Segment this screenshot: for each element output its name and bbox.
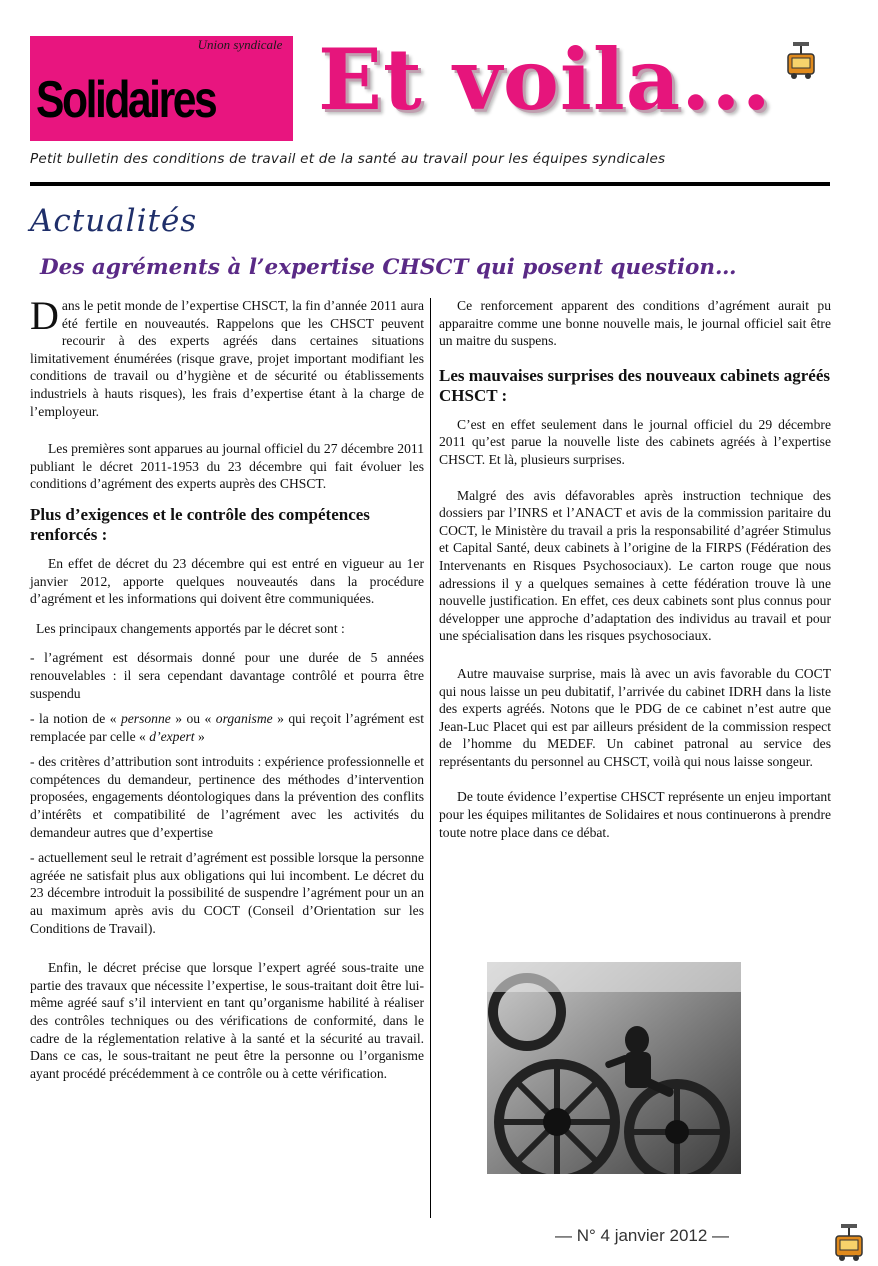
left-column <box>30 293 424 1094</box>
paragraph: Enfin, le décret précise que lorsque l’expert agréé sous-traite une partie des travaux que nécessite l’expertise, le sous-traitant doit être lui-même agréé sauf s’il intervient en tant qu’organisme habilité à réaliser des contrôles techniques ou des vérifications de conformité, dans le cadre de la réglementation relative à la santé et la sécurité au travail. Dans ce cas, le sous-traitant ne peut être la personne ou l’organisme ayant procédé précédemment à ce contrôle ou à cette vérification. <box>30 960 424 1081</box>
paragraph: De toute évidence l’expertise CHSCT représente un enjeu important pour les équipes militantes de Solidaires et nous continuerons à prendre toute notre place dans ce débat. <box>439 789 831 840</box>
intro-text: ans le petit monde de l’expertise CHSCT, la fin d’année 2011 aura été fertile en nouveautés. Rappelons que les CHSCT peuvent recourir à des experts agréés dans certaines situations limitativement énumérées (risque grave, projet important modifiant les conditions de travail ou d’hygiène et de sécurité ou établissements industriels à hauts risques), les frais d’expertise étant à la charge de l’employeur. <box>30 298 424 419</box>
paragraph: Ce renforcement apparent des conditions d’agrément aurait pu apparaitre comme une bonne nouvelle mais, le journal officiel sait être un maitre du suspens. <box>439 298 831 349</box>
paragraph: Malgré des avis défavorables après instruction technique des dossiers par l’INRS et l’ANACT et avis de la commission paritaire du COCT, le Ministère du travail a pris la responsabilité d’agréer Stimulus et Capital Santé, deux cabinets à l’origine de la FIRPS (Fédération des Intervenants en Risques Psychosociaux). Le carton rouge que nous adressions il y a quelques semaines à cette fédération trouve là une nouvelle justification. En effet, ces deux cabinets sont plus connus pour développer une approche d’adaptation des individus au travail et pour une spécialisation dans les risques psychosociaux. <box>439 487 831 644</box>
solidaires-logo <box>30 36 293 141</box>
column-divider <box>430 298 431 1218</box>
issue-footer: — N° 4 janvier 2012 — <box>555 1226 730 1245</box>
bullet-item: - l’agrément est désormais donné pour une durée de 5 années renouvelables : il sera cependant davantage contrôlé et pourra être suspendu <box>30 650 424 701</box>
bulletin-title: Et voila... <box>318 30 772 129</box>
subheading: Plus d’exigences et le contrôle des compétences renforcés : <box>30 504 370 544</box>
paragraph: Autre mauvaise surprise, mais là avec un avis favorable du COCT qui nous laisse un peu dubitatif, l’arrivée du cabinet IDRH dans la liste des experts agréés. Notons que le PDG de ce cabinet n’est autre que Jean-Luc Placet qui est par ailleurs président de la commission respect de l’homme du MEDEF. Un cabinet patronal au service des représentants du personnel au CHSCT, voilà qui nous laisse songeur. <box>439 665 831 769</box>
gears-worker-photo <box>487 962 741 1174</box>
worker-robot-icon <box>830 1222 868 1262</box>
intro-paragraph <box>30 293 424 420</box>
worker-robot-icon <box>782 40 820 80</box>
logo-union-text: Union syndicale <box>197 37 283 52</box>
paragraph: C’est en effet seulement dans le journal officiel du 29 décembre 2011 qu’est parue la nouvelle liste des cabinets agréés à l’expertise CHSCT. Et là, plusieurs surprises. <box>439 416 831 467</box>
bullet-item: - actuellement seul le retrait d’agrément est possible lorsque la personne agréée ne satisfait plus aux obligations qui lui incombent. Le décret du 23 décembre introduit la possibilité de suspendre l’agrément pour un an au maximum après avis du COCT (Conseil d’Orientation sur les Conditions de Travail). <box>30 850 424 936</box>
paragraph: En effet de décret du 23 décembre qui est entré en vigueur au 1er janvier 2012, apporte quelques nouveautés dans la procédure d’agrément et les informations qui doivent être communiquées. <box>30 555 424 607</box>
bullet-item: - des critères d’attribution sont introduits : expérience professionnelle et compétences du demandeur, pertinence des méthodes d’intervention proposées, engagements déontologiques dans la prévention des conflits d’intérêts et compatibilité de l’agrément avec les activités du demandeur autres que d’expertise <box>30 754 424 840</box>
logo-solidaires-text: Solidaires <box>36 71 216 129</box>
bulletin-subtitle: Petit bulletin des conditions de travail et de la santé au travail pour les équipes syndicales <box>30 151 666 167</box>
subheading: Les mauvaises surprises des nouveaux cabinets agréés CHSCT : <box>439 365 831 405</box>
paragraph: Les principaux changements apportés par le décret sont : <box>36 620 345 636</box>
drop-cap: D <box>30 293 59 338</box>
bullet-item: - la notion de « personne » ou « organisme » qui reçoit l’agrément est remplacée par celle « d’expert » <box>30 711 424 744</box>
right-column <box>439 297 831 853</box>
article-headline: Des agréments à l’expertise CHSCT qui posent question… <box>40 255 737 280</box>
paragraph: Les premières sont apparues au journal officiel du 27 décembre 2011 publiant le décret 2011-1953 du 23 décembre qui fait évoluer les conditions d’agrément des experts auprès des CHSCT. <box>30 441 424 492</box>
section-heading: Actualités <box>30 203 198 239</box>
masthead-rule <box>30 182 830 186</box>
